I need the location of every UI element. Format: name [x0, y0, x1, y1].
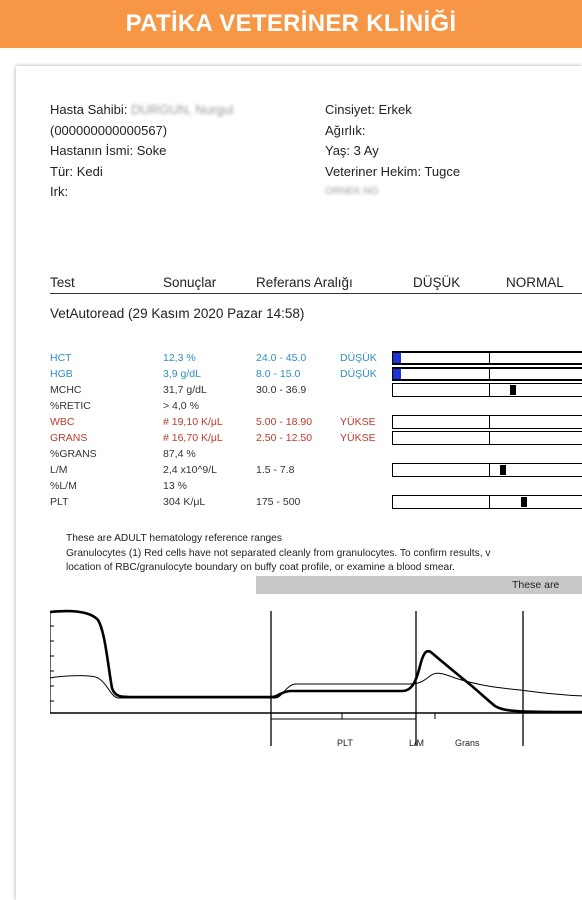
result-row	[16, 366, 582, 382]
cell-histogram	[50, 606, 582, 766]
result-range-bar	[392, 495, 582, 509]
owner-name-redacted: DURGUN, Nurgul	[130, 102, 234, 117]
result-row	[16, 446, 582, 462]
note-line-2: Granulocytes (1) Red cells have not separated cleanly from granulocytes. To confirm results, v	[66, 547, 491, 559]
result-test-name: HGB	[50, 368, 73, 380]
result-row	[16, 478, 582, 494]
result-value: # 16,70 K/μL	[163, 432, 223, 444]
gray-notice-text: These are	[512, 579, 560, 591]
result-reference-range: 8.0 - 15.0	[256, 368, 301, 380]
owner-id: (000000000000567)	[50, 122, 168, 138]
result-value: > 4,0 %	[163, 400, 199, 412]
col-header-test: Test	[50, 275, 75, 290]
result-test-name: L/M	[50, 464, 68, 476]
result-reference-range: 24.0 - 45.0	[256, 352, 307, 364]
report-notes	[66, 532, 490, 576]
result-range-bar	[392, 351, 582, 365]
range-bar-divider	[489, 432, 490, 444]
result-value: # 19,10 K/μL	[163, 416, 223, 428]
patient-age: Yaş: 3 Ay	[325, 143, 379, 158]
histo-label-grans: Grans	[455, 738, 480, 748]
owner-line	[50, 100, 234, 121]
range-bar-divider	[489, 496, 490, 508]
patient-info-left	[50, 100, 234, 203]
result-test-name: HCT	[50, 352, 72, 364]
value-marker	[500, 465, 506, 475]
vet-name: Veteriner Hekim: Tugce	[325, 163, 461, 179]
patient-breed: Irk:	[50, 184, 69, 199]
range-bar-divider	[489, 416, 490, 428]
result-flag: YÜKSE	[340, 416, 376, 428]
result-reference-range: 30.0 - 36.9	[256, 384, 307, 396]
result-row	[16, 462, 582, 478]
result-reference-range: 2.50 - 12.50	[256, 432, 313, 444]
result-row	[16, 494, 582, 510]
histo-curve-thick	[50, 611, 582, 712]
range-bar-divider	[489, 384, 490, 396]
header-divider	[50, 293, 582, 294]
gray-notice-bar	[256, 576, 582, 594]
extra-redacted: ORNEK NO	[325, 186, 379, 197]
result-flag: DÜŞÜK	[340, 352, 377, 364]
value-marker	[521, 497, 527, 507]
result-value: 31,7 g/dL	[163, 384, 207, 396]
result-test-name: %GRANS	[50, 448, 97, 460]
range-bar-divider	[489, 369, 490, 379]
result-row	[16, 414, 582, 430]
result-value: 304 K/μL	[163, 496, 206, 508]
col-header-normal: NORMAL	[506, 275, 564, 290]
patient-info-right	[325, 100, 460, 203]
result-flag: DÜŞÜK	[340, 368, 377, 380]
histo-label-plt: PLT	[337, 738, 353, 748]
patient-name: Hastanın İsmi: Soke	[50, 143, 167, 158]
histo-curve-thin	[50, 673, 582, 698]
clinic-title: PATİKA VETERİNER KLİNİĞİ	[125, 10, 457, 37]
result-test-name: GRANS	[50, 432, 88, 444]
result-range-bar	[392, 463, 582, 477]
low-value-indicator	[393, 353, 401, 363]
owner-label: Hasta Sahibi:	[50, 102, 128, 117]
result-flag: YÜKSE	[340, 432, 376, 444]
result-test-name: %L/M	[50, 480, 77, 492]
analysis-title: VetAutoread (29 Kasım 2020 Pazar 14:58)	[50, 306, 305, 321]
note-line-3: location of RBC/granulocyte boundary on buffy coat profile, or examine a blood smear.	[66, 562, 455, 573]
note-line-1: These are ADULT hematology reference ranges	[66, 533, 282, 544]
result-reference-range: 1.5 - 7.8	[256, 464, 295, 476]
result-range-bar	[392, 383, 582, 397]
patient-sex: Cinsiyet: Erkek	[325, 102, 412, 117]
histo-label-lm: L/M	[409, 738, 425, 748]
result-test-name: WBC	[50, 416, 75, 428]
result-test-name: PLT	[50, 496, 69, 508]
patient-weight: Ağırlık:	[325, 122, 366, 138]
result-row	[16, 382, 582, 398]
result-value: 2,4 x10^9/L	[163, 464, 217, 476]
result-test-name: MCHC	[50, 384, 82, 396]
result-row	[16, 430, 582, 446]
col-header-low: DÜŞÜK	[413, 275, 461, 290]
result-value: 13 %	[163, 480, 187, 492]
lab-report-document	[16, 66, 582, 900]
result-test-name: %RETIC	[50, 400, 91, 412]
col-header-reference: Referans Aralığı	[256, 275, 353, 290]
result-value: 87,4 %	[163, 448, 196, 460]
result-reference-range: 5.00 - 18.90	[256, 416, 313, 428]
result-value: 12,3 %	[163, 352, 196, 364]
result-row	[16, 398, 582, 414]
result-range-bar	[392, 415, 582, 429]
range-bar-divider	[489, 464, 490, 476]
result-range-bar	[392, 431, 582, 445]
col-header-results: Sonuçlar	[163, 275, 217, 290]
result-range-bar	[392, 367, 582, 381]
low-value-indicator	[393, 369, 401, 379]
value-marker	[510, 385, 516, 395]
result-row	[16, 350, 582, 366]
result-reference-range: 175 - 500	[256, 496, 301, 508]
patient-species: Tür: Kedi	[50, 163, 103, 179]
result-value: 3,9 g/dL	[163, 368, 201, 380]
app-header	[0, 0, 582, 48]
range-bar-divider	[489, 353, 490, 363]
